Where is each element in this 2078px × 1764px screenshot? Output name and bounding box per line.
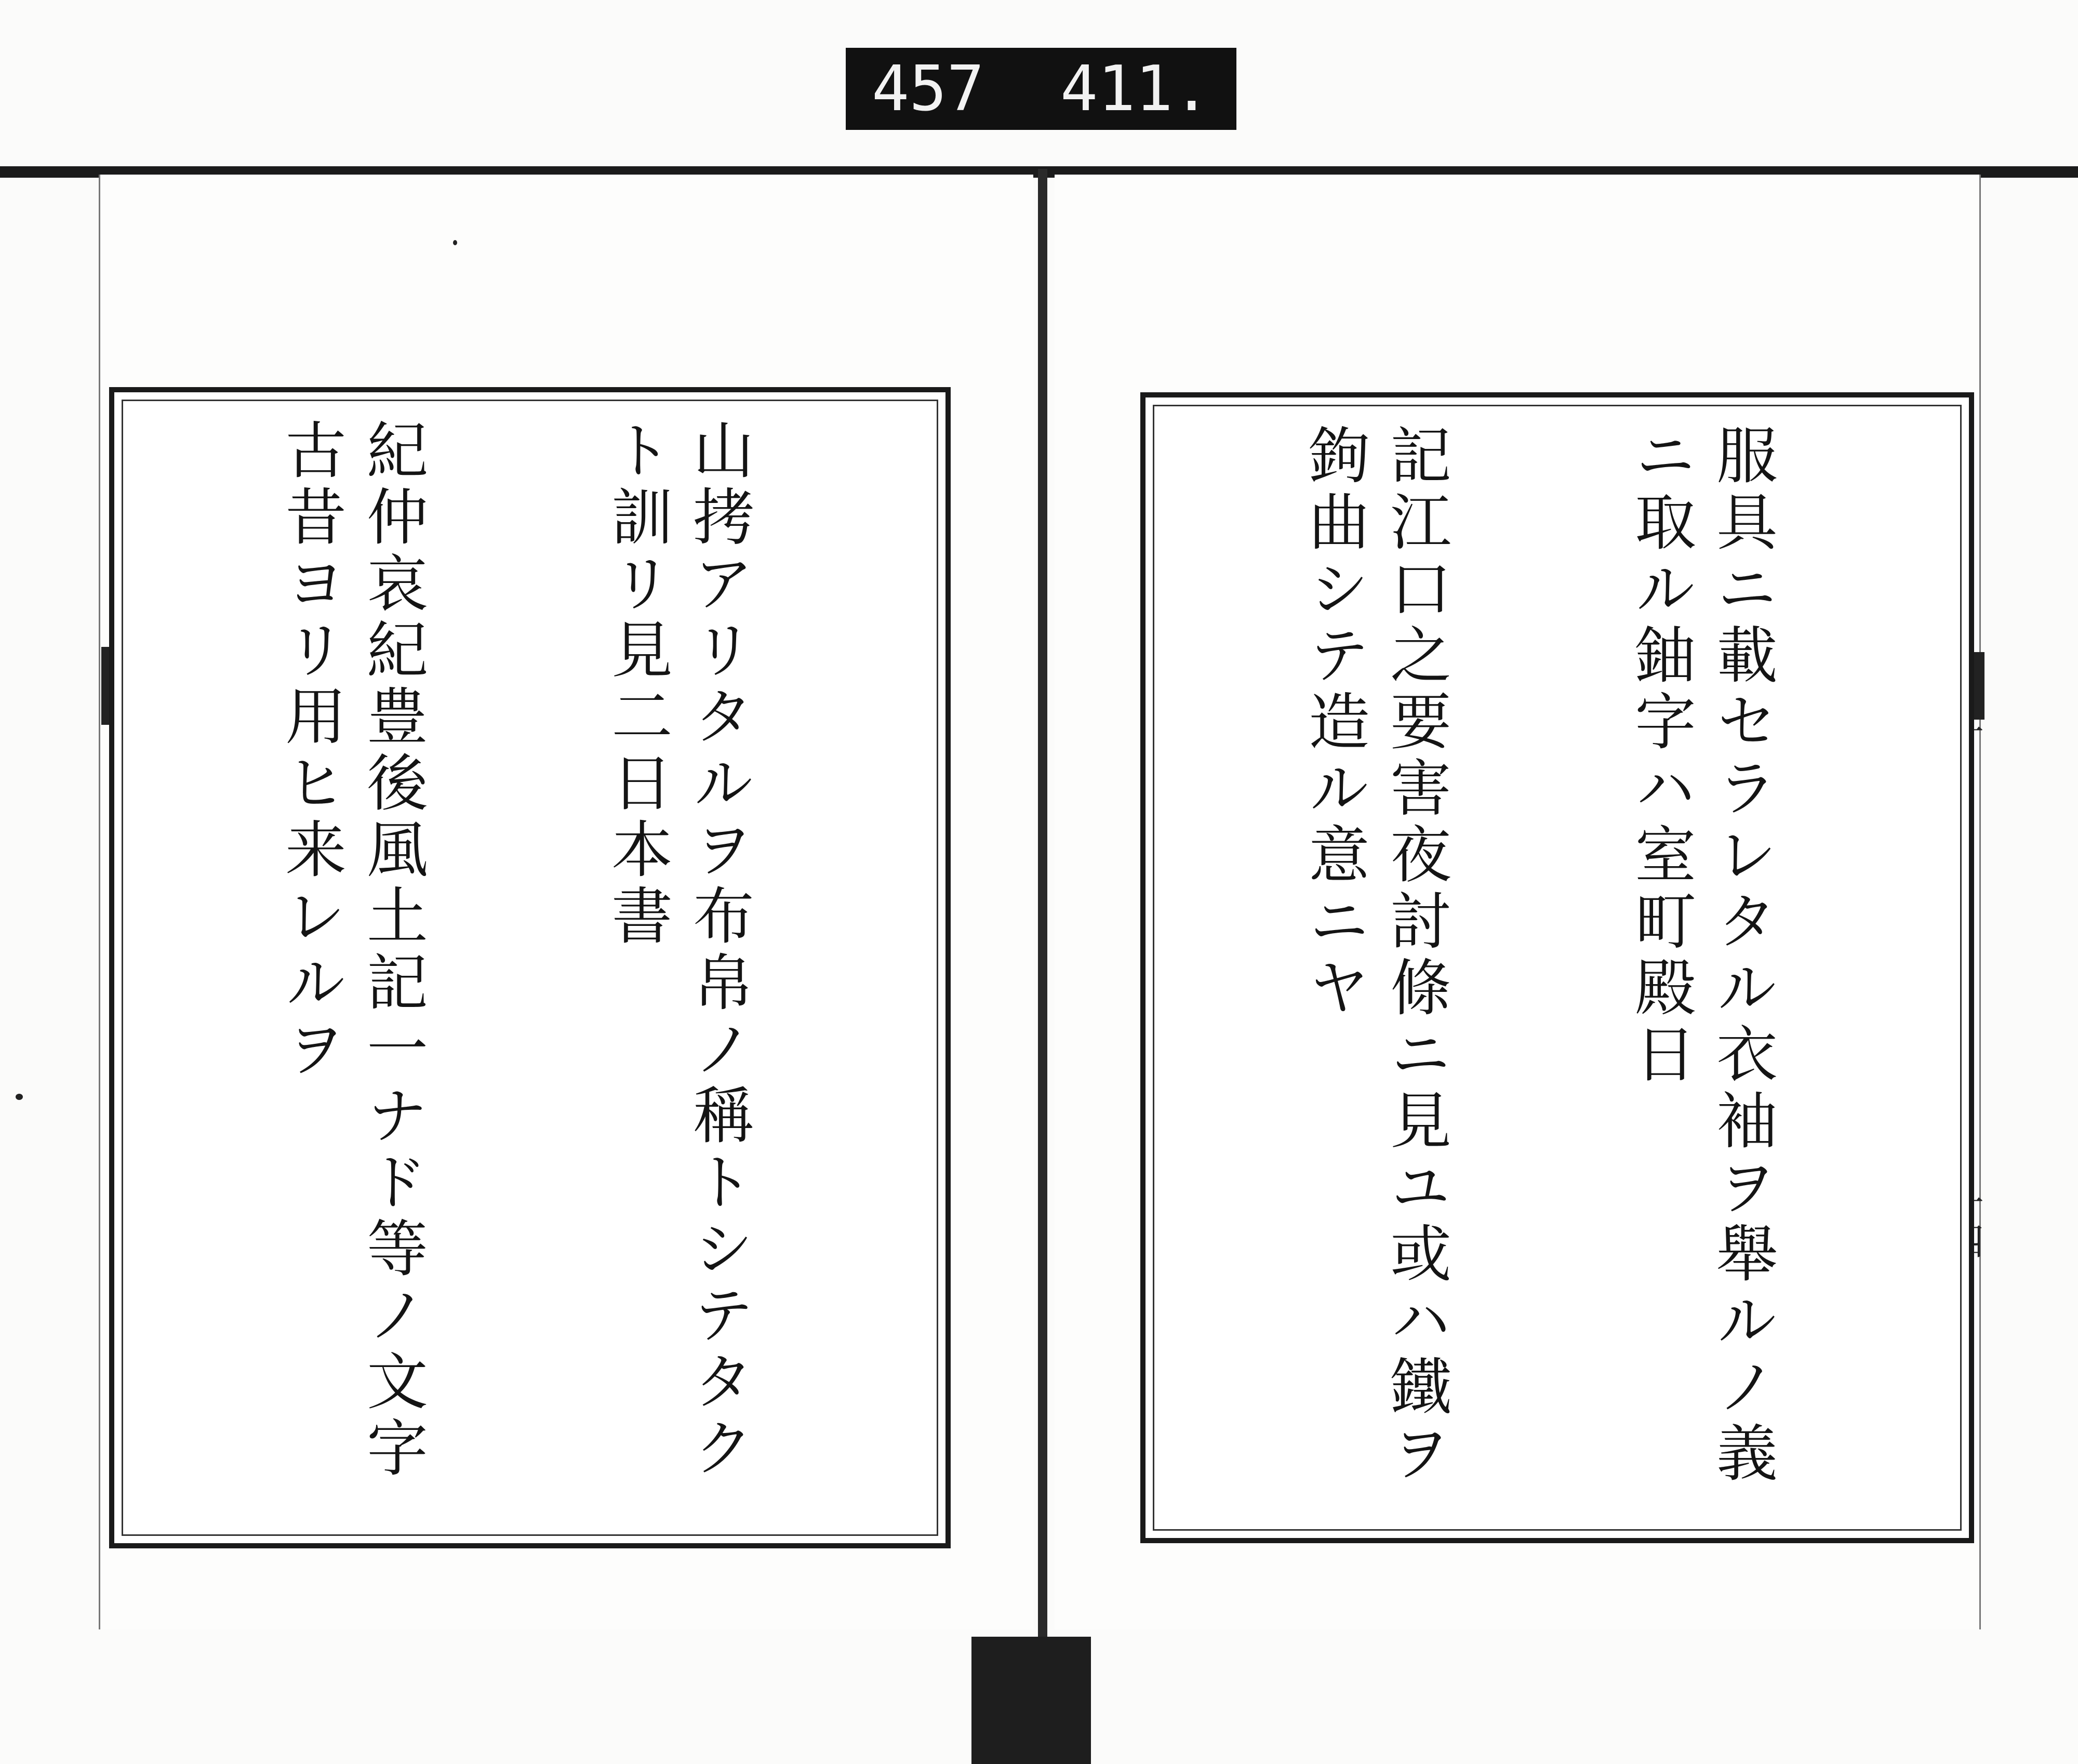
spine-clip [971, 1637, 1091, 1764]
right-page-body [1169, 423, 1946, 1512]
ink-speck [16, 1094, 23, 1100]
book-spine [1038, 169, 1047, 1639]
text-column: 記江口之要害夜討條ニ見ユ或ハ鐵ヲ鉤曲シテ造ル意ニヤ [1298, 423, 1451, 1488]
left-page-body [138, 418, 922, 1517]
left-text-frame [109, 387, 951, 1548]
text-column: 紀仲哀紀豊後風土記一ナド等ノ文字古昔ヨリ用ヒ来レルヲ [275, 418, 428, 1482]
right-text-frame [1140, 392, 1974, 1543]
archive-number-left: 457 [872, 52, 984, 125]
text-column: 山拷アリタルヲ布帛ノ稱トシテタクト訓リ見二日本書 [601, 418, 754, 1482]
text-column: 服具ニ載セラレタル衣袖ヲ舉ルノ義ニ取ル鈾字ハ室町殿日 [1624, 423, 1778, 1488]
archive-number-right: 411. [1060, 52, 1210, 125]
ink-speck [453, 240, 457, 245]
archive-label [846, 48, 1236, 130]
